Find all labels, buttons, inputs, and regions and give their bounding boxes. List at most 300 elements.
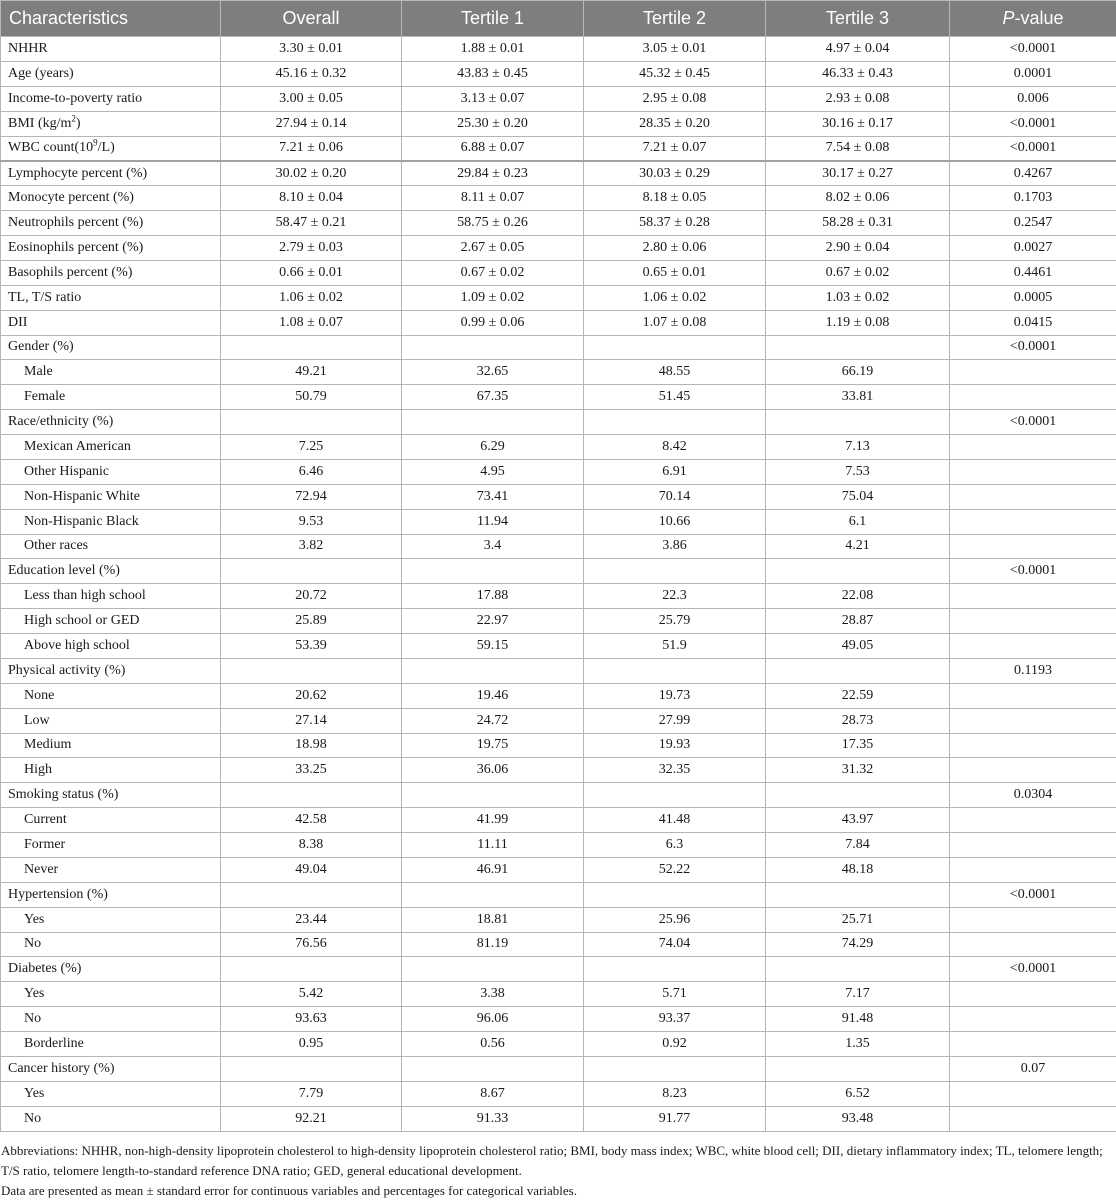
table-row (1, 385, 1116, 410)
cell-overall: 76.56 (221, 932, 402, 957)
table-row (1, 1056, 1116, 1081)
cell-tertile-2: 6.91 (584, 459, 766, 484)
category-level-label: Mexican American (1, 435, 221, 460)
p-value-italic: P (1002, 8, 1015, 28)
cell-p-value (950, 385, 1116, 410)
cell-p-value: <0.0001 (950, 335, 1116, 360)
cell-tertile-2 (584, 559, 766, 584)
cell-p-value (950, 733, 1116, 758)
cell-p-value: 0.0415 (950, 310, 1116, 335)
cell-tertile-1: 18.81 (402, 907, 584, 932)
cell-overall: 49.04 (221, 857, 402, 882)
cell-tertile-2: 52.22 (584, 857, 766, 882)
cell-tertile-1: 3.38 (402, 982, 584, 1007)
table-row (1, 658, 1116, 683)
cell-tertile-1: 19.46 (402, 683, 584, 708)
cell-overall: 0.66 ± 0.01 (221, 260, 402, 285)
cell-tertile-3: 22.08 (766, 584, 950, 609)
cell-tertile-3: 7.54 ± 0.08 (766, 136, 950, 161)
cell-p-value: 0.1193 (950, 658, 1116, 683)
cell-tertile-2: 3.86 (584, 534, 766, 559)
cell-p-value: 0.1703 (950, 186, 1116, 211)
cell-overall: 3.30 ± 0.01 (221, 37, 402, 62)
table-row (1, 1106, 1116, 1131)
cell-overall: 8.10 ± 0.04 (221, 186, 402, 211)
cell-overall: 6.46 (221, 459, 402, 484)
cell-tertile-2: 1.06 ± 0.02 (584, 285, 766, 310)
cell-tertile-1: 67.35 (402, 385, 584, 410)
category-level-label: Female (1, 385, 221, 410)
category-level-label: Less than high school (1, 584, 221, 609)
cell-tertile-3: 58.28 ± 0.31 (766, 211, 950, 236)
cell-tertile-1: 4.95 (402, 459, 584, 484)
table-row (1, 1081, 1116, 1106)
table-row (1, 186, 1116, 211)
cell-tertile-3: 28.87 (766, 609, 950, 634)
cell-tertile-2: 10.66 (584, 509, 766, 534)
cell-tertile-1: 96.06 (402, 1007, 584, 1032)
data-presentation-note: Data are presented as mean ± standard error for continuous variables and percentages for categorical variables. (1, 1183, 577, 1198)
characteristic-label: Monocyte percent (%) (1, 186, 221, 211)
cell-p-value (950, 982, 1116, 1007)
category-level-label: Other Hispanic (1, 459, 221, 484)
category-level-label: Low (1, 708, 221, 733)
cell-p-value: 0.0027 (950, 236, 1116, 261)
category-level-label: Non-Hispanic White (1, 484, 221, 509)
table-row (1, 509, 1116, 534)
category-level-label: No (1, 932, 221, 957)
cell-p-value: <0.0001 (950, 957, 1116, 982)
category-level-label: Former (1, 833, 221, 858)
table-row (1, 808, 1116, 833)
cell-tertile-3: 2.90 ± 0.04 (766, 236, 950, 261)
cell-p-value (950, 435, 1116, 460)
cell-tertile-1: 0.56 (402, 1032, 584, 1057)
category-level-label: Yes (1, 982, 221, 1007)
table-row (1, 534, 1116, 559)
cell-tertile-1 (402, 882, 584, 907)
cell-tertile-3 (766, 335, 950, 360)
table-row (1, 1007, 1116, 1032)
cell-overall (221, 559, 402, 584)
cell-overall: 9.53 (221, 509, 402, 534)
table-row (1, 136, 1116, 161)
cell-tertile-1: 19.75 (402, 733, 584, 758)
table-row (1, 982, 1116, 1007)
cell-tertile-3: 2.93 ± 0.08 (766, 86, 950, 111)
table-row (1, 733, 1116, 758)
cell-tertile-2 (584, 957, 766, 982)
cell-overall: 3.00 ± 0.05 (221, 86, 402, 111)
table-row (1, 161, 1116, 186)
cell-p-value: 0.0005 (950, 285, 1116, 310)
category-level-label: Never (1, 857, 221, 882)
cell-tertile-2: 25.96 (584, 907, 766, 932)
cell-tertile-2: 70.14 (584, 484, 766, 509)
cell-overall: 0.95 (221, 1032, 402, 1057)
cell-tertile-3: 7.13 (766, 435, 950, 460)
cell-tertile-2: 93.37 (584, 1007, 766, 1032)
cell-tertile-3 (766, 1056, 950, 1081)
cell-overall: 72.94 (221, 484, 402, 509)
cell-tertile-1 (402, 559, 584, 584)
cell-p-value (950, 584, 1116, 609)
cell-p-value (950, 907, 1116, 932)
abbreviations-note: Abbreviations: NHHR, non-high-density lipoprotein cholesterol to high-density lipoprotein cholesterol ratio; BMI, body mass index; WBC, white blood cell; DII, dietary inflammatory index; TL, telomere length; T/S ratio, telomere length-to-standard reference DNA ratio; GED, general educational development. (1, 1143, 1103, 1178)
cell-tertile-3: 46.33 ± 0.43 (766, 61, 950, 86)
cell-tertile-2: 0.92 (584, 1032, 766, 1057)
cell-tertile-2: 48.55 (584, 360, 766, 385)
table-row (1, 111, 1116, 136)
cell-overall: 49.21 (221, 360, 402, 385)
cell-tertile-3: 7.84 (766, 833, 950, 858)
cell-tertile-2: 2.80 ± 0.06 (584, 236, 766, 261)
cell-tertile-3 (766, 957, 950, 982)
table-row (1, 435, 1116, 460)
cell-tertile-1: 59.15 (402, 634, 584, 659)
cell-tertile-3: 30.16 ± 0.17 (766, 111, 950, 136)
cell-tertile-2 (584, 783, 766, 808)
cell-tertile-1: 11.94 (402, 509, 584, 534)
cell-tertile-3: 91.48 (766, 1007, 950, 1032)
cell-tertile-3: 0.67 ± 0.02 (766, 260, 950, 285)
cell-tertile-2: 8.23 (584, 1081, 766, 1106)
cell-tertile-1: 1.09 ± 0.02 (402, 285, 584, 310)
category-level-label: High (1, 758, 221, 783)
category-level-label: None (1, 683, 221, 708)
cell-overall (221, 957, 402, 982)
cell-tertile-2: 22.3 (584, 584, 766, 609)
cell-tertile-3: 1.03 ± 0.02 (766, 285, 950, 310)
cell-overall: 20.62 (221, 683, 402, 708)
category-level-label: No (1, 1106, 221, 1131)
cell-tertile-2: 19.93 (584, 733, 766, 758)
cell-p-value (950, 808, 1116, 833)
cell-p-value (950, 1081, 1116, 1106)
cell-overall: 1.06 ± 0.02 (221, 285, 402, 310)
header-tertile-3: Tertile 3 (766, 1, 950, 37)
characteristic-label: TL, T/S ratio (1, 285, 221, 310)
cell-overall: 8.38 (221, 833, 402, 858)
cell-p-value (950, 459, 1116, 484)
cell-tertile-3 (766, 410, 950, 435)
cell-tertile-2: 91.77 (584, 1106, 766, 1131)
cell-tertile-1: 24.72 (402, 708, 584, 733)
cell-tertile-3 (766, 559, 950, 584)
table-row (1, 37, 1116, 62)
cell-p-value: <0.0001 (950, 559, 1116, 584)
cell-tertile-1 (402, 658, 584, 683)
cell-overall: 53.39 (221, 634, 402, 659)
cell-p-value: 0.4461 (950, 260, 1116, 285)
cell-overall: 45.16 ± 0.32 (221, 61, 402, 86)
cell-overall: 20.72 (221, 584, 402, 609)
cell-tertile-3: 1.19 ± 0.08 (766, 310, 950, 335)
cell-p-value (950, 932, 1116, 957)
cell-p-value (950, 1007, 1116, 1032)
header-p-value (950, 1, 1116, 37)
cell-tertile-2: 30.03 ± 0.29 (584, 161, 766, 186)
cell-tertile-1: 29.84 ± 0.23 (402, 161, 584, 186)
cell-tertile-2: 32.35 (584, 758, 766, 783)
cell-tertile-1: 91.33 (402, 1106, 584, 1131)
cell-tertile-1: 25.30 ± 0.20 (402, 111, 584, 136)
cell-p-value (950, 1106, 1116, 1131)
cell-tertile-2 (584, 335, 766, 360)
table-row (1, 584, 1116, 609)
characteristic-label: BMI $(kg/m^2)$ (1, 111, 221, 136)
cell-overall: 5.42 (221, 982, 402, 1007)
cell-tertile-1: 22.97 (402, 609, 584, 634)
cell-tertile-2 (584, 410, 766, 435)
characteristic-label: Cancer history (%) (1, 1056, 221, 1081)
table-row (1, 410, 1116, 435)
category-level-label: Medium (1, 733, 221, 758)
cell-tertile-3: 33.81 (766, 385, 950, 410)
cell-overall: 93.63 (221, 1007, 402, 1032)
table-row (1, 61, 1116, 86)
cell-p-value (950, 857, 1116, 882)
cell-tertile-3: 66.19 (766, 360, 950, 385)
cell-overall: 58.47 ± 0.21 (221, 211, 402, 236)
table-row (1, 708, 1116, 733)
cell-tertile-2: 28.35 ± 0.20 (584, 111, 766, 136)
characteristic-label: Diabetes (%) (1, 957, 221, 982)
cell-tertile-3: 7.17 (766, 982, 950, 1007)
cell-p-value (950, 534, 1116, 559)
characteristic-label: Race/ethnicity (%) (1, 410, 221, 435)
cell-p-value (950, 708, 1116, 733)
cell-p-value: 0.0304 (950, 783, 1116, 808)
cell-tertile-2: 3.05 ± 0.01 (584, 37, 766, 62)
cell-p-value: <0.0001 (950, 410, 1116, 435)
category-level-label: Male (1, 360, 221, 385)
cell-overall: 18.98 (221, 733, 402, 758)
cell-overall: 3.82 (221, 534, 402, 559)
cell-overall: 23.44 (221, 907, 402, 932)
cell-tertile-3: 49.05 (766, 634, 950, 659)
table-row (1, 957, 1116, 982)
cell-tertile-1: 6.88 ± 0.07 (402, 136, 584, 161)
cell-tertile-2 (584, 882, 766, 907)
table-row (1, 857, 1116, 882)
cell-p-value: 0.0001 (950, 61, 1116, 86)
cell-tertile-1 (402, 783, 584, 808)
table-row (1, 260, 1116, 285)
cell-tertile-2: 58.37 ± 0.28 (584, 211, 766, 236)
cell-tertile-1: 32.65 (402, 360, 584, 385)
cell-tertile-2: 19.73 (584, 683, 766, 708)
cell-tertile-2: 7.21 ± 0.07 (584, 136, 766, 161)
cell-overall (221, 1056, 402, 1081)
cell-tertile-1 (402, 957, 584, 982)
cell-tertile-2: 74.04 (584, 932, 766, 957)
table-row (1, 932, 1116, 957)
cell-p-value (950, 609, 1116, 634)
cell-tertile-1: 0.99 ± 0.06 (402, 310, 584, 335)
characteristic-label: Neutrophils percent (%) (1, 211, 221, 236)
table-row (1, 360, 1116, 385)
cell-tertile-1: 6.29 (402, 435, 584, 460)
table-row (1, 783, 1116, 808)
cell-tertile-1: 43.83 ± 0.45 (402, 61, 584, 86)
category-level-label: Yes (1, 1081, 221, 1106)
cell-overall: 33.25 (221, 758, 402, 783)
characteristic-label: Basophils percent (%) (1, 260, 221, 285)
cell-tertile-2: 5.71 (584, 982, 766, 1007)
cell-p-value: 0.07 (950, 1056, 1116, 1081)
cell-tertile-3: 74.29 (766, 932, 950, 957)
cell-tertile-3: 6.1 (766, 509, 950, 534)
cell-tertile-3: 6.52 (766, 1081, 950, 1106)
cell-p-value (950, 360, 1116, 385)
header-tertile-2: Tertile 2 (584, 1, 766, 37)
cell-tertile-2 (584, 1056, 766, 1081)
characteristic-label: Education level (%) (1, 559, 221, 584)
characteristic-label: Hypertension (%) (1, 882, 221, 907)
table-row (1, 907, 1116, 932)
p-value-suffix: -value (1014, 8, 1064, 28)
table-row (1, 683, 1116, 708)
cell-tertile-1: 46.91 (402, 857, 584, 882)
table-row (1, 211, 1116, 236)
cell-p-value: 0.006 (950, 86, 1116, 111)
cell-tertile-3: 48.18 (766, 857, 950, 882)
cell-tertile-1 (402, 335, 584, 360)
cell-overall: 27.14 (221, 708, 402, 733)
cell-tertile-3: 4.97 ± 0.04 (766, 37, 950, 62)
cell-tertile-3: 22.59 (766, 683, 950, 708)
cell-tertile-1: 3.13 ± 0.07 (402, 86, 584, 111)
cell-tertile-1 (402, 410, 584, 435)
characteristic-label: WBC $count(10^9/L)$ (1, 136, 221, 161)
cell-tertile-1: 2.67 ± 0.05 (402, 236, 584, 261)
cell-tertile-2: 45.32 ± 0.45 (584, 61, 766, 86)
cell-overall: 1.08 ± 0.07 (221, 310, 402, 335)
cell-p-value (950, 634, 1116, 659)
cell-overall: 7.21 ± 0.06 (221, 136, 402, 161)
cell-p-value: 0.4267 (950, 161, 1116, 186)
table-row (1, 833, 1116, 858)
cell-p-value (950, 484, 1116, 509)
table-row (1, 285, 1116, 310)
cell-p-value (950, 833, 1116, 858)
cell-tertile-1: 8.67 (402, 1081, 584, 1106)
characteristic-label: Smoking status (%) (1, 783, 221, 808)
header-row (1, 1, 1116, 37)
cell-tertile-2 (584, 658, 766, 683)
cell-tertile-3: 43.97 (766, 808, 950, 833)
cell-overall: 25.89 (221, 609, 402, 634)
cell-overall (221, 658, 402, 683)
cell-p-value: <0.0001 (950, 136, 1116, 161)
cell-overall: 7.25 (221, 435, 402, 460)
category-level-label: Other races (1, 534, 221, 559)
category-level-label: Non-Hispanic Black (1, 509, 221, 534)
cell-p-value: <0.0001 (950, 882, 1116, 907)
cell-overall (221, 335, 402, 360)
cell-tertile-1: 17.88 (402, 584, 584, 609)
characteristic-label: Eosinophils percent (%) (1, 236, 221, 261)
cell-tertile-1: 58.75 ± 0.26 (402, 211, 584, 236)
category-level-label: Yes (1, 907, 221, 932)
table-row (1, 559, 1116, 584)
cell-tertile-2: 1.07 ± 0.08 (584, 310, 766, 335)
cell-tertile-2: 51.9 (584, 634, 766, 659)
cell-tertile-3 (766, 783, 950, 808)
cell-overall: 7.79 (221, 1081, 402, 1106)
cell-overall: 92.21 (221, 1106, 402, 1131)
cell-overall: 30.02 ± 0.20 (221, 161, 402, 186)
cell-tertile-2: 0.65 ± 0.01 (584, 260, 766, 285)
cell-overall (221, 783, 402, 808)
cell-tertile-3: 31.32 (766, 758, 950, 783)
cell-tertile-3: 1.35 (766, 1032, 950, 1057)
cell-p-value (950, 758, 1116, 783)
cell-tertile-2: 41.48 (584, 808, 766, 833)
cell-tertile-3: 93.48 (766, 1106, 950, 1131)
table-row (1, 634, 1116, 659)
cell-tertile-3 (766, 882, 950, 907)
category-level-label: Borderline (1, 1032, 221, 1057)
cell-overall: 27.94 ± 0.14 (221, 111, 402, 136)
characteristic-label: Gender (%) (1, 335, 221, 360)
cell-tertile-3 (766, 658, 950, 683)
table-row (1, 882, 1116, 907)
characteristic-label: Lymphocyte percent (%) (1, 161, 221, 186)
table-row (1, 484, 1116, 509)
cell-tertile-3: 8.02 ± 0.06 (766, 186, 950, 211)
cell-tertile-1: 0.67 ± 0.02 (402, 260, 584, 285)
cell-p-value: 0.2547 (950, 211, 1116, 236)
characteristic-label: DII (1, 310, 221, 335)
category-level-label: Above high school (1, 634, 221, 659)
table-footnotes (1, 1141, 1113, 1201)
cell-tertile-2: 8.42 (584, 435, 766, 460)
cell-tertile-1: 73.41 (402, 484, 584, 509)
cell-tertile-2: 6.3 (584, 833, 766, 858)
characteristic-label: Income-to-poverty ratio (1, 86, 221, 111)
characteristic-label: NHHR (1, 37, 221, 62)
category-level-label: High school or GED (1, 609, 221, 634)
table-row (1, 310, 1116, 335)
characteristic-label: Physical activity (%) (1, 658, 221, 683)
table-row (1, 86, 1116, 111)
cell-overall: 42.58 (221, 808, 402, 833)
cell-overall: 50.79 (221, 385, 402, 410)
table-body (1, 37, 1116, 1132)
cell-tertile-3: 30.17 ± 0.27 (766, 161, 950, 186)
cell-tertile-1: 36.06 (402, 758, 584, 783)
table-row (1, 335, 1116, 360)
cell-p-value: <0.0001 (950, 111, 1116, 136)
cell-tertile-3: 28.73 (766, 708, 950, 733)
cell-tertile-1 (402, 1056, 584, 1081)
cell-tertile-1: 8.11 ± 0.07 (402, 186, 584, 211)
category-level-label: No (1, 1007, 221, 1032)
cell-tertile-2: 51.45 (584, 385, 766, 410)
cell-overall: 2.79 ± 0.03 (221, 236, 402, 261)
table-row (1, 609, 1116, 634)
cell-overall (221, 410, 402, 435)
cell-tertile-1: 81.19 (402, 932, 584, 957)
category-level-label: Current (1, 808, 221, 833)
cell-p-value: <0.0001 (950, 37, 1116, 62)
table-row (1, 459, 1116, 484)
cell-tertile-1: 11.11 (402, 833, 584, 858)
table-row (1, 758, 1116, 783)
cell-tertile-3: 17.35 (766, 733, 950, 758)
